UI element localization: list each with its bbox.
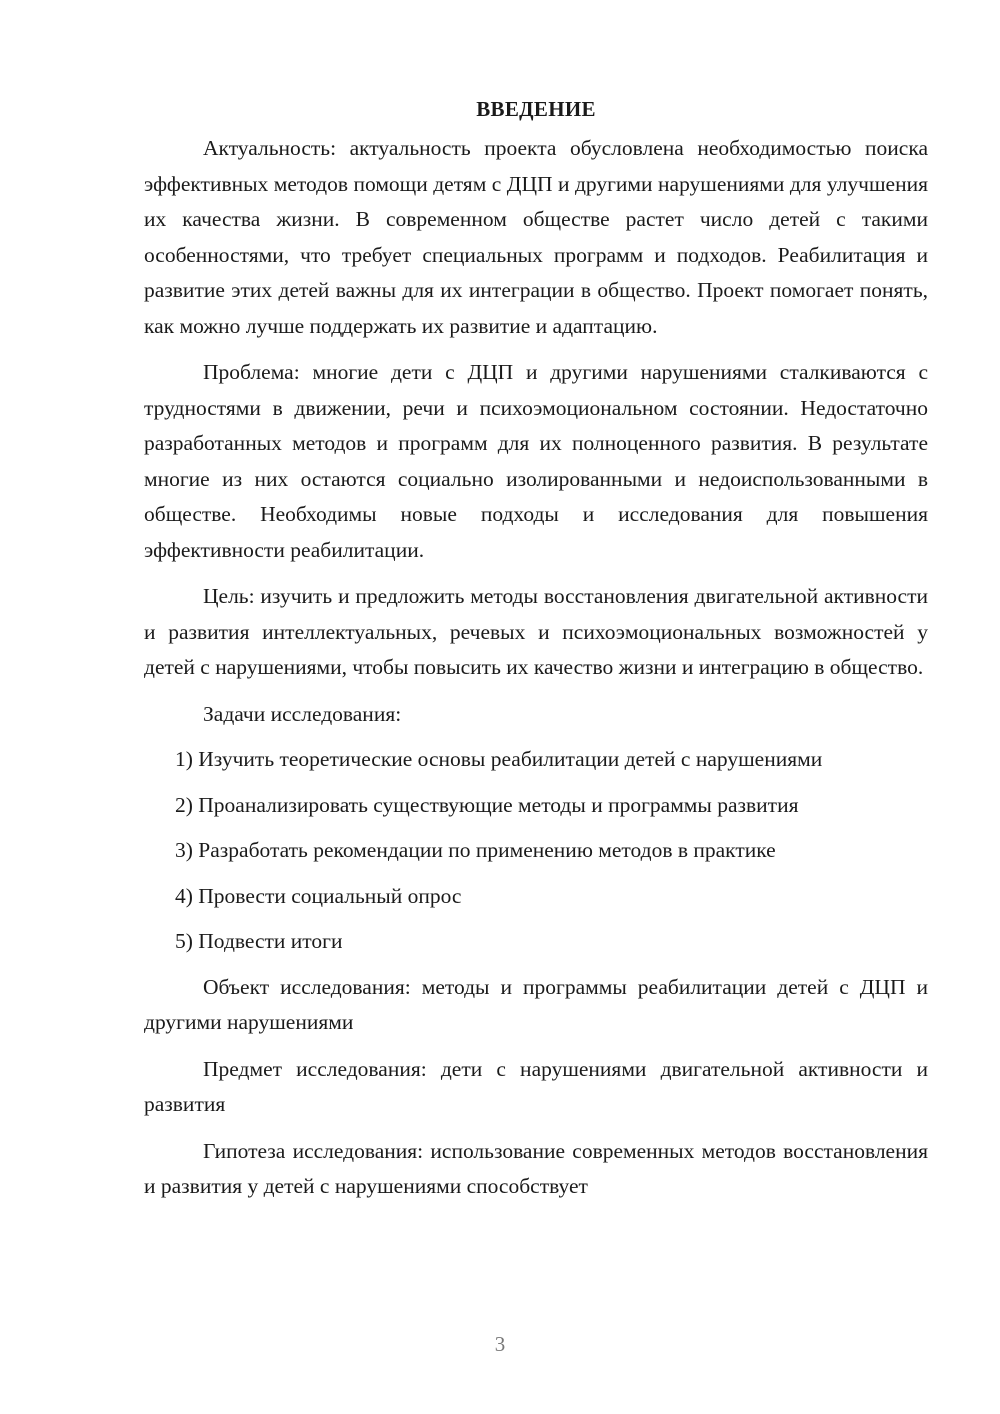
document-page bbox=[144, 92, 928, 1205]
list-item: 5) Подвести итоги bbox=[175, 929, 343, 953]
paragraph-hypothesis: Гипотеза исследования: использование современных методов восстановления и развития у детей с нарушениями способствует bbox=[144, 1138, 928, 1198]
page-title: ВВЕДЕНИЕ bbox=[476, 97, 596, 121]
list-item: 4) Провести социальный опрос bbox=[175, 883, 462, 908]
paragraph-subject: Предмет исследования: дети с нарушениями двигательной активности и развития bbox=[144, 1056, 928, 1116]
paragraph-relevance: Актуальность: актуальность проекта обусловлена необходимостью поиска эффективных методов помощи детям с ДЦП и другими нарушениями для улучшения их качества жизни. В современном обществе растет число детей с такими особенностями, что требует специальных программ и подходов. Реабилитация и развитие этих детей важны для их интеграции в общество. Проект помогает понять, как можно лучше поддержать их развитие и адаптацию. bbox=[144, 136, 928, 338]
paragraph-problem: Проблема: многие дети с ДЦП и другими нарушениями сталкиваются с трудностями в движении, речи и психоэмоциональном состоянии. Недостаточно разработанных методов и программ для их полноценного развития. В результате многие из них остаются социально изолированными и недоиспользованными в обществе. Необходимы новые подходы и исследования для повышения эффективности реабилитации. bbox=[144, 360, 928, 562]
paragraph-goal: Цель: изучить и предложить методы восстановления двигательной активности и развития интеллектуальных, речевых и психоэмоциональных возможностей у детей с нарушениями, чтобы повысить их качество жизни и интеграцию в общество. bbox=[144, 584, 928, 679]
list-item: 3) Разработать рекомендации по применению методов в практике bbox=[175, 838, 776, 862]
tasks-heading: Задачи исследования: bbox=[203, 701, 402, 726]
list-item: 1) Изучить теоретические основы реабилитации детей с нарушениями bbox=[175, 747, 823, 771]
tasks-list bbox=[144, 742, 928, 960]
paragraph-object: Объект исследования: методы и программы реабилитации детей с ДЦП и другими нарушениями bbox=[144, 974, 928, 1034]
list-item: 2) Проанализировать существующие методы и программы развития bbox=[175, 792, 799, 817]
page-number: 3 bbox=[494, 1332, 506, 1356]
